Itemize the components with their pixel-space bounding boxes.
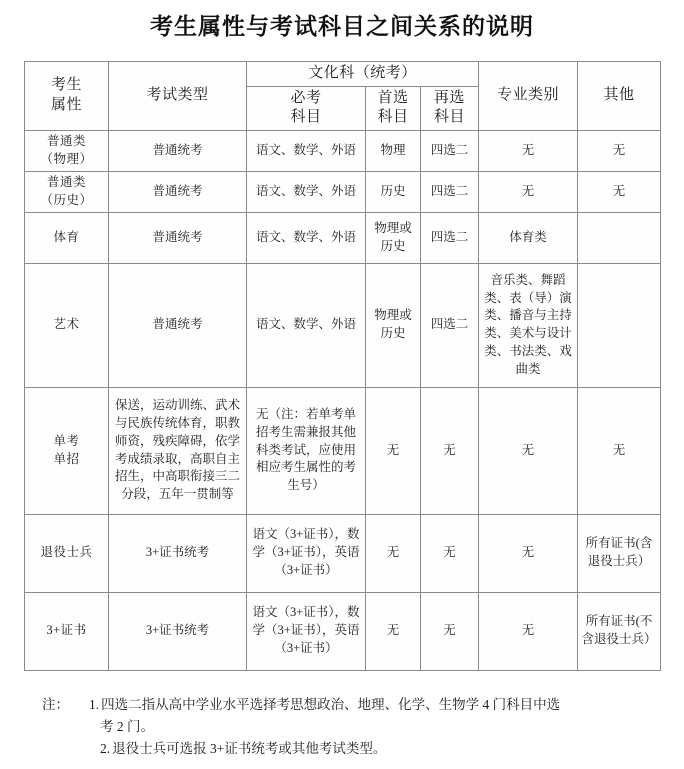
- row-major-category: 无: [479, 514, 578, 592]
- table-row: [25, 387, 661, 514]
- page-title: 考生属性与考试科目之间关系的说明: [150, 14, 534, 39]
- row-second-choice: 四选二: [421, 263, 479, 387]
- row-other: 无: [578, 387, 661, 514]
- table-row: [25, 592, 661, 670]
- row-first-choice: 物理或历史: [366, 212, 421, 263]
- row-attribute: [25, 171, 109, 212]
- footnote-1-continuation: 考 2 门。: [100, 718, 154, 734]
- row-exam-type: 普通统考: [109, 212, 247, 263]
- header-major-category: 专业类别: [479, 62, 578, 131]
- header-required-subjects: [247, 86, 366, 130]
- header-second-choice-line2: 科目: [434, 109, 466, 125]
- row-exam-type: 普通统考: [109, 130, 247, 171]
- row-major-category: 无: [479, 387, 578, 514]
- row-attribute: [25, 130, 109, 171]
- row-attribute-line2: （历史）: [40, 192, 93, 207]
- row-other: [578, 212, 661, 263]
- row-required-subjects: 语文（3+证书），数学（3+证书），英语（3+证书）: [247, 514, 366, 592]
- header-other: 其他: [578, 62, 661, 131]
- row-exam-type: 普通统考: [109, 171, 247, 212]
- row-major-category: 体育类: [479, 212, 578, 263]
- table-row: [25, 171, 661, 212]
- row-attribute: [25, 592, 109, 670]
- table-row: [25, 514, 661, 592]
- footnote-1-text: 四选二指从高中学业水平选择考思想政治、地理、化学、生物学 4 门科目中选: [101, 697, 561, 712]
- row-exam-type: 普通统考: [109, 263, 247, 387]
- row-first-choice: 物理或历史: [366, 263, 421, 387]
- header-first-choice-line1: 首选: [377, 89, 409, 106]
- row-other: 所有证书(不含退役士兵）: [578, 592, 661, 670]
- table-row: [25, 263, 661, 387]
- row-attribute-line1: 单考: [53, 433, 80, 448]
- footnotes: [24, 694, 664, 760]
- row-major-category: 无: [479, 130, 578, 171]
- row-attribute-line1: 3+证书: [46, 623, 87, 638]
- row-attribute-line1: 艺术: [53, 317, 80, 332]
- header-first-choice-subject: [366, 86, 421, 130]
- row-required-subjects: 语文、数学、外语: [247, 212, 366, 263]
- table-header: [25, 62, 661, 131]
- header-first-choice-line2: 科目: [377, 109, 409, 125]
- row-required-subjects: 语文（3+证书），数学（3+证书），英语（3+证书）: [247, 592, 366, 670]
- row-first-choice: 历史: [366, 171, 421, 212]
- footnote-2-number: 2.: [100, 740, 111, 756]
- footnote-1-number: 1.: [89, 697, 100, 712]
- row-second-choice: 四选二: [421, 130, 479, 171]
- row-attribute: [25, 263, 109, 387]
- row-first-choice: 无: [366, 387, 421, 514]
- footnote-prefix: 注：: [42, 697, 69, 712]
- row-exam-type: 3+证书统考: [109, 592, 247, 670]
- header-culture-subjects-group: 文化科（统考）: [247, 62, 479, 87]
- row-attribute-line1: 体育: [53, 229, 80, 244]
- header-candidate-attribute-line1: 考生: [50, 77, 82, 94]
- table-row: [25, 130, 661, 171]
- row-attribute-line1: 退役士兵: [40, 545, 93, 560]
- row-required-subjects: 语文、数学、外语: [247, 263, 366, 387]
- header-second-choice-subject: [421, 86, 479, 130]
- row-attribute: [25, 212, 109, 263]
- row-first-choice: 无: [366, 592, 421, 670]
- row-second-choice: 无: [421, 514, 479, 592]
- footnote-2-text: 退役士兵可选报 3+证书统考或其他考试类型。: [112, 740, 387, 756]
- row-major-category: 无: [479, 592, 578, 670]
- exam-matrix-table-container: [24, 61, 660, 671]
- row-attribute-line1: 普通类: [46, 133, 86, 148]
- footnote-item-1: [24, 694, 664, 716]
- row-other: 无: [578, 171, 661, 212]
- row-exam-type: 保送，运动训练、武术与民族传统体育，职教师资，残疾障碍，依学考成绩录取，高职自主招生，中高职衔接三二分段，五年一贯制等: [109, 387, 247, 514]
- footnote-item-2: [24, 738, 664, 760]
- row-required-subjects: 语文、数学、外语: [247, 171, 366, 212]
- header-row-top: [25, 62, 661, 87]
- exam-matrix-table: [24, 61, 661, 671]
- row-first-choice: 物理: [366, 130, 421, 171]
- row-attribute: [25, 387, 109, 514]
- header-required-subjects-line2: 科目: [290, 109, 322, 125]
- header-second-choice-line1: 再选: [434, 89, 466, 106]
- row-attribute-line1: 普通类: [46, 174, 86, 189]
- table-body: [25, 130, 661, 670]
- row-attribute: [25, 514, 109, 592]
- row-exam-type: 3+证书统考: [109, 514, 247, 592]
- row-other: [578, 263, 661, 387]
- header-exam-type: 考试类型: [109, 62, 247, 131]
- row-required-subjects: 无（注：若单考单招考生需兼报其他科类考试，应使用相应考生属性的考生号）: [247, 387, 366, 514]
- row-second-choice: 无: [421, 592, 479, 670]
- table-row: [25, 212, 661, 263]
- row-second-choice: 无: [421, 387, 479, 514]
- row-second-choice: 四选二: [421, 171, 479, 212]
- row-required-subjects: 语文、数学、外语: [247, 130, 366, 171]
- row-attribute-line2: （物理）: [40, 151, 93, 166]
- header-candidate-attribute: [25, 62, 109, 131]
- row-first-choice: 无: [366, 514, 421, 592]
- header-required-subjects-line1: 必考: [290, 89, 322, 106]
- row-major-category: 音乐类、舞蹈类、表（导）演类、播音与主持类、美术与设计类、书法类、戏曲类: [479, 263, 578, 387]
- row-attribute-line2: 单招: [53, 451, 80, 466]
- row-second-choice: 四选二: [421, 212, 479, 263]
- row-other: 所有证书(含退役士兵）: [578, 514, 661, 592]
- header-candidate-attribute-line2: 属性: [50, 96, 82, 113]
- row-other: 无: [578, 130, 661, 171]
- row-major-category: 无: [479, 171, 578, 212]
